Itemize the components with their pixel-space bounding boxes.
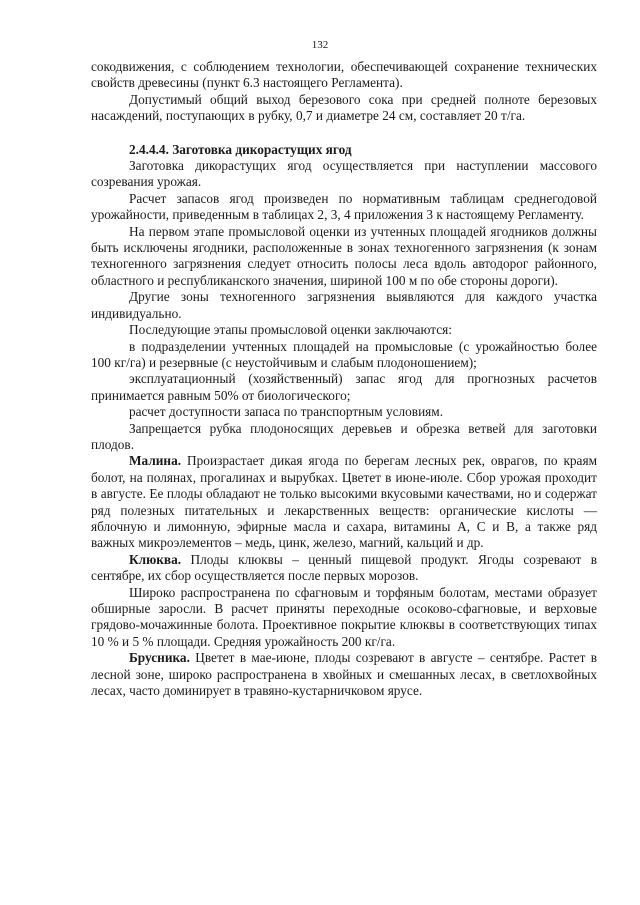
list-item: эксплуатационный (хозяйственный) запас ягод для прогнозных расчетов принимается равным 50% от биологического; (91, 371, 597, 403)
list-item: в подразделении учтенных площадей на промысловые (с урожайностью более 100 кг/га) и резервные (с неустойчивым и слабым плодоношением); (91, 338, 597, 370)
term-label: Брусника. (129, 650, 190, 666)
term-label: Малина. (129, 453, 182, 469)
paragraph-lingonberry (91, 650, 597, 699)
paragraph: Последующие этапы промысловой оценки заключаются: (129, 322, 452, 338)
paragraph: сокодвижения, с соблюдением технологии, обеспечивающей сохранение технических свойств древесины (пункт 6.3 настоящего Регламента). (91, 59, 597, 91)
paragraph: Запрещается рубка плодоносящих деревьев и обрезка ветвей для заготовки плодов. (91, 420, 597, 452)
paragraph-cranberry (91, 552, 597, 585)
paragraph: Заготовка дикорастущих ягод осуществляется при наступлении массового созревания урожая. (91, 158, 597, 190)
paragraph: На первом этапе промысловой оценки из учтенных площадей ягодников должны быть исключены ягодники, расположенные в зонах техногенного загрязнения (к зонам техногенного загрязнения следует относить полосы леса вдоль автодорог районного, областного и республиканского значения, шириной 100 м по обе стороны дороги). (91, 223, 597, 288)
document-body (91, 59, 597, 699)
paragraph-text: Цветет в мае-июне, плоды созревают в августе – сентябре. Растет в лесной зоне, широко распространена в хвойных и смешанных лесах, в светлохвойных лесах, часто доминирует в травяно-кустарничковом ярусе. (91, 650, 597, 699)
page-number: 132 (311, 39, 329, 51)
paragraph-raspberry (91, 453, 597, 551)
paragraph-text: Произрастает дикая ягода по берегам лесных рек, оврагов, по краям болот, на полянах, прогалинах и вырубках. Цветет в июне-июле. Сбор урожая проходит в августе. Ее плоды обладают не только высокими вкусовыми качествами, но и содержат ряд полезных питательных и лекарственных веществ: органические кислоты — яблочную и лимонную, эфирные масла и сахара, витамины А, С и В, а также ряд важных микроэлементов – медь, цинк, железо, магний, кальций и др. (91, 453, 597, 551)
paragraph: Другие зоны техногенного загрязнения выявляются для каждого участка индивидуально. (91, 289, 597, 321)
paragraph-text: Плоды клюквы – ценный пищевой продукт. Ягоды созревают в сентябре, их сбор осуществляется после первых морозов. (91, 551, 597, 584)
term-label: Клюква. (129, 551, 182, 567)
paragraph: Расчет запасов ягод произведен по нормативным таблицам среднегодовой урожайности, приведенным в таблицах 2, 3, 4 приложения 3 к настоящему Регламенту. (91, 190, 597, 223)
paragraph: Широко распространена по сфагновым и торфяным болотам, местами образует обширные заросли. В расчет приняты переходные осоково-сфагновые, и верховые грядово-мочажинные болота. Проективное покрытие клюквы в соответствующих типах 10 % и 5 % площади. Средняя урожайность 200 кг/га. (91, 584, 597, 649)
section-heading: 2.4.4.4. Заготовка дикорастущих ягод (129, 141, 352, 157)
paragraph: Допустимый общий выход березового сока при средней полноте березовых насаждений, поступающих в рубку, 0,7 и диаметре 24 см, составляет 20 т/га. (91, 91, 597, 124)
list-item: расчет доступности запаса по транспортным условиям. (129, 404, 444, 420)
